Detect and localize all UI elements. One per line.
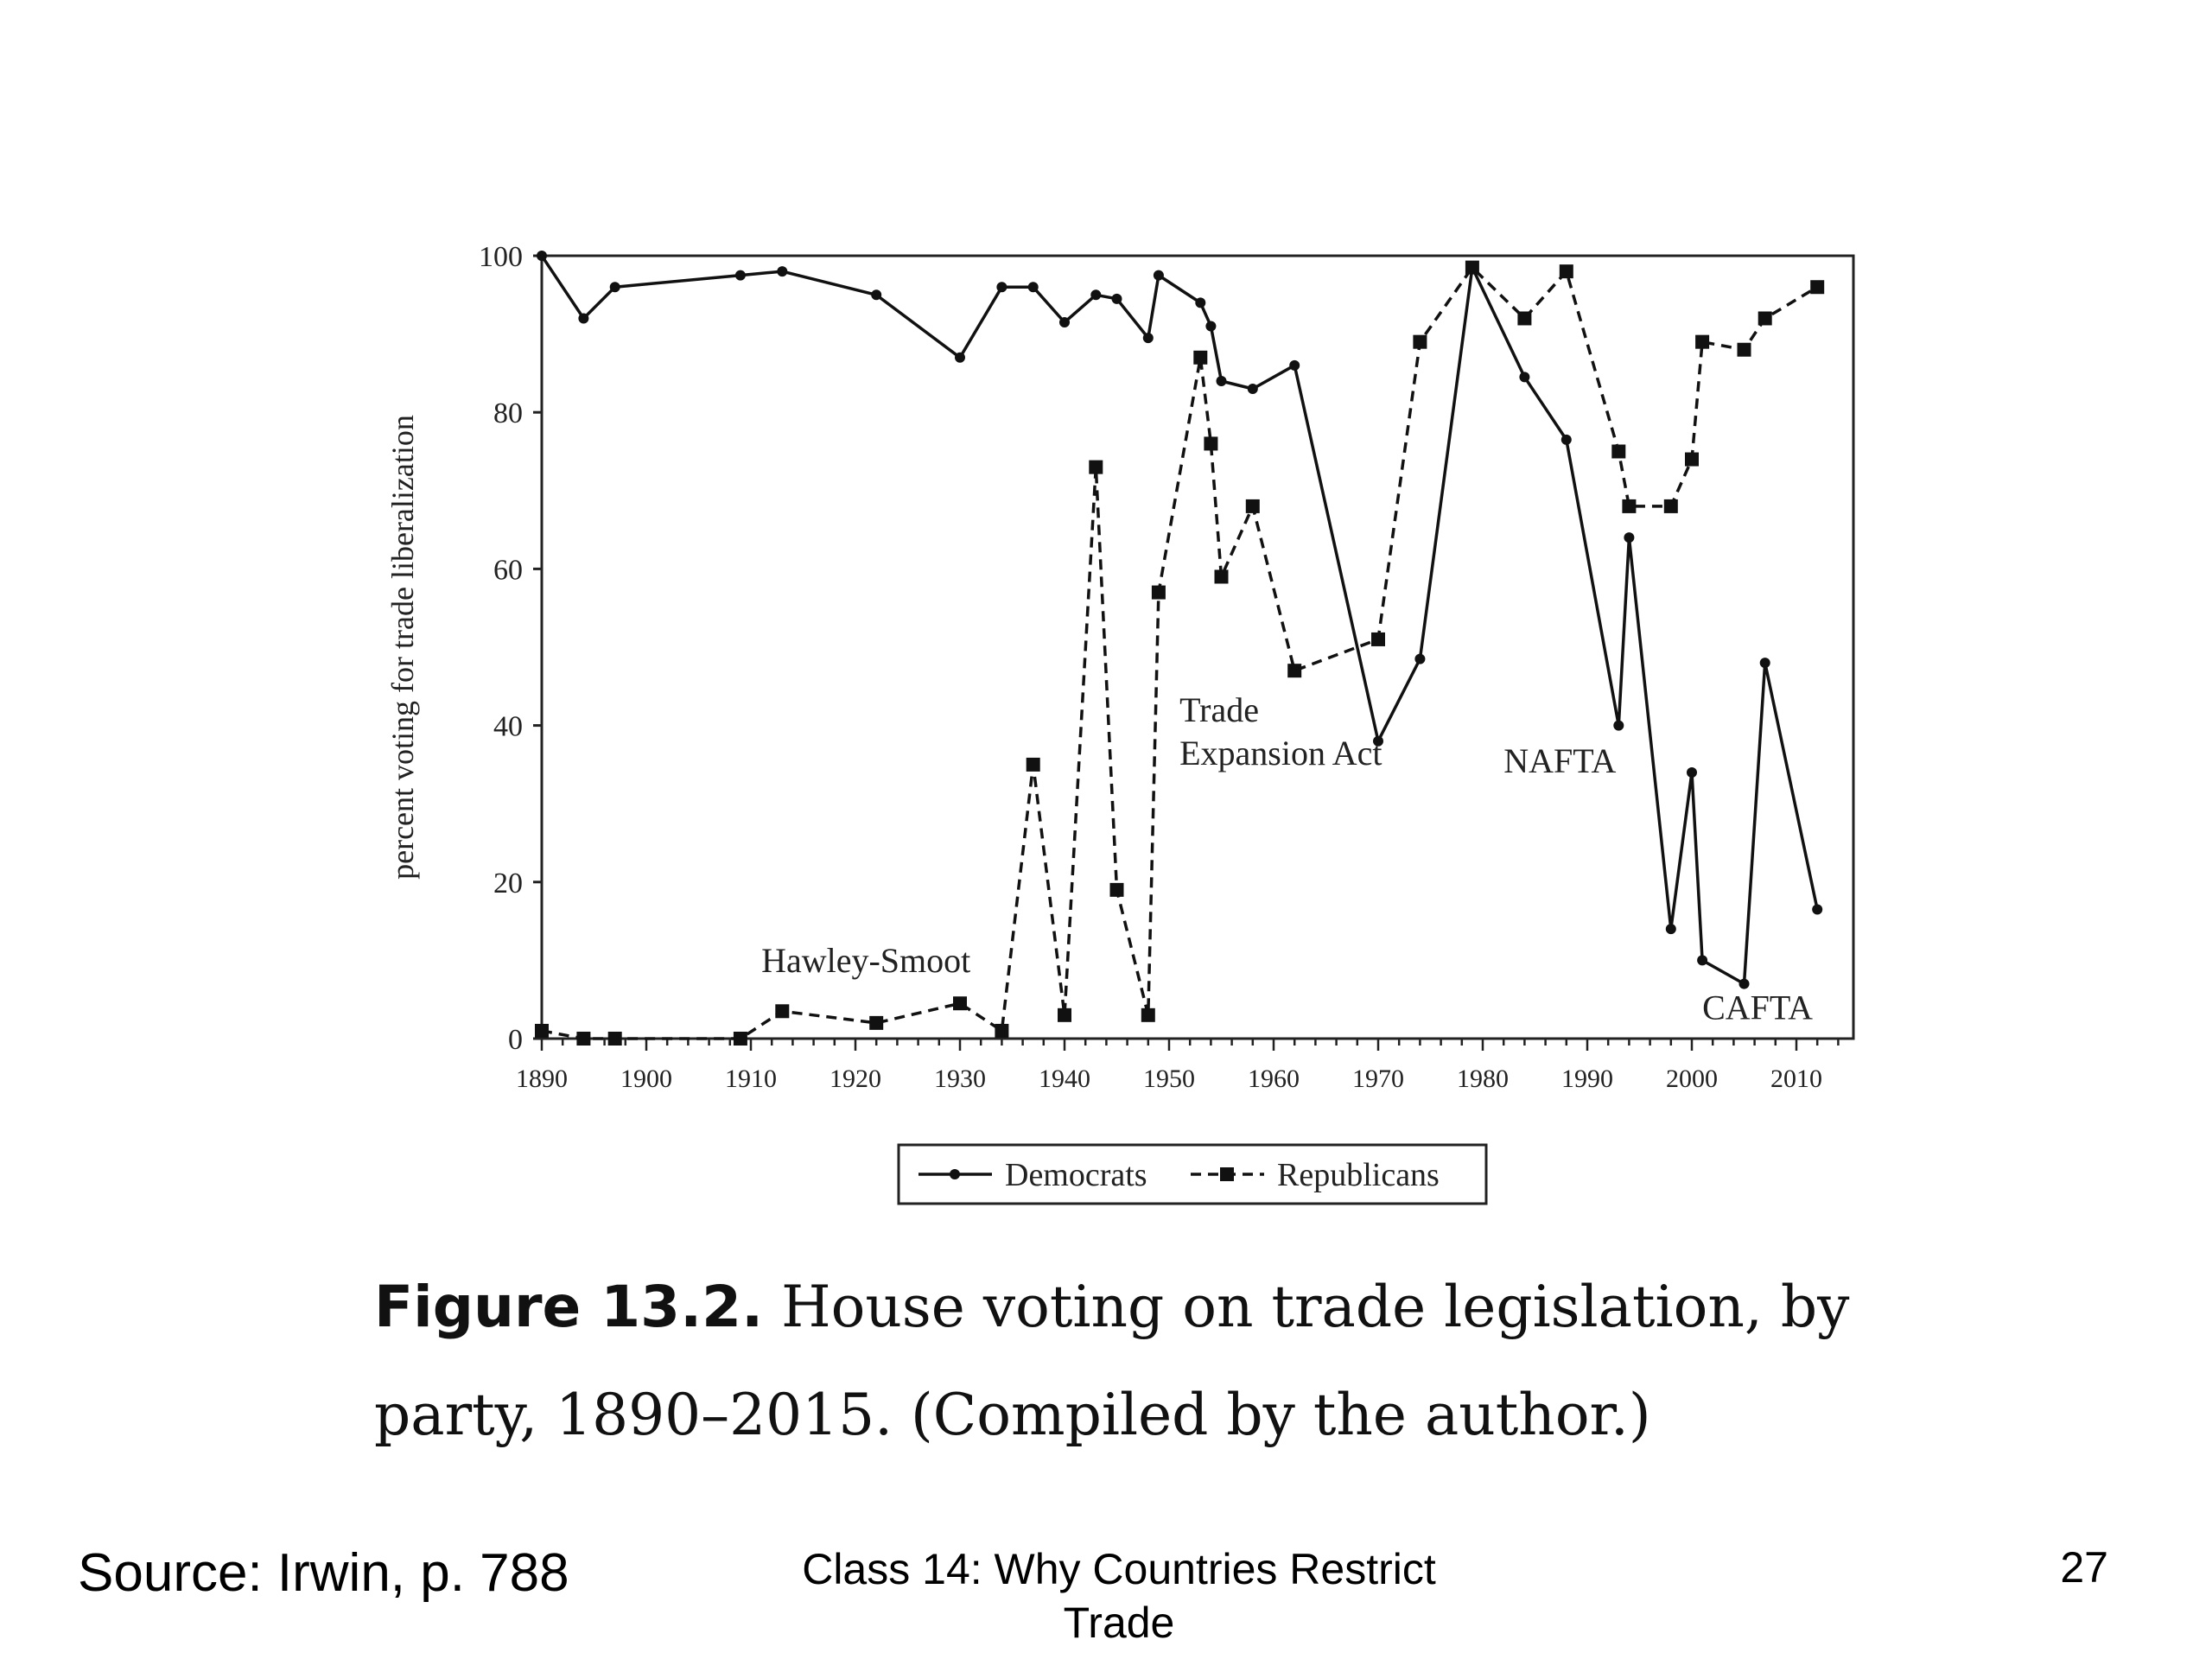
data-point-republicans <box>1758 311 1772 325</box>
x-tick-label: 2010 <box>1770 1065 1822 1093</box>
data-point-republicans <box>1287 664 1301 677</box>
caption-text-1: House voting on trade legislation, by <box>781 1274 1850 1340</box>
x-tick-label: 1980 <box>1457 1065 1509 1093</box>
data-point-democrats <box>1195 297 1205 308</box>
data-point-democrats <box>735 270 746 281</box>
data-point-republicans <box>1152 586 1166 600</box>
chart-annotation: Hawley-Smoot <box>761 940 971 980</box>
data-point-republicans <box>535 1024 549 1038</box>
y-axis-label: percent voting for trade liberalization <box>385 415 420 880</box>
caption-line-2: party, 1890–2015. (Compiled by the author.) <box>374 1382 1651 1448</box>
legend <box>899 1145 1486 1204</box>
y-tick-label: 60 <box>493 554 523 587</box>
y-tick-label: 100 <box>479 241 523 273</box>
data-point-republicans <box>1738 343 1751 357</box>
data-point-democrats <box>1613 721 1624 731</box>
data-point-republicans <box>995 1024 1008 1038</box>
footer-page-number: 27 <box>2060 1543 2108 1592</box>
y-tick-label: 80 <box>493 397 523 430</box>
data-point-democrats <box>1414 654 1425 664</box>
x-tick-label: 2000 <box>1666 1065 1718 1093</box>
x-tick-label: 1970 <box>1352 1065 1404 1093</box>
data-point-republicans <box>734 1032 747 1046</box>
data-point-republicans <box>1089 461 1103 474</box>
data-point-republicans <box>1465 261 1479 275</box>
x-tick-label: 1900 <box>620 1065 672 1093</box>
x-tick-label: 1910 <box>725 1065 777 1093</box>
data-point-republicans <box>1611 445 1625 459</box>
data-point-democrats <box>1687 767 1697 778</box>
data-point-republicans <box>953 996 967 1010</box>
data-point-democrats <box>1624 532 1634 543</box>
data-point-republicans <box>1204 436 1217 450</box>
data-point-republicans <box>1110 883 1124 897</box>
data-point-republicans <box>1193 351 1207 365</box>
data-point-democrats <box>1059 317 1070 327</box>
data-point-democrats <box>1289 360 1300 371</box>
data-point-republicans <box>576 1032 590 1046</box>
data-point-democrats <box>1519 372 1529 382</box>
data-point-democrats <box>871 289 881 300</box>
x-tick-label: 1930 <box>934 1065 986 1093</box>
data-point-democrats <box>1112 294 1122 304</box>
x-tick-label: 1950 <box>1143 1065 1195 1093</box>
x-tick-label: 1940 <box>1039 1065 1090 1093</box>
data-point-democrats <box>1812 905 1822 915</box>
data-point-democrats <box>996 282 1007 292</box>
data-point-democrats <box>955 353 965 363</box>
data-point-democrats <box>1090 289 1101 300</box>
x-tick-label: 1890 <box>516 1065 568 1093</box>
plot-frame <box>542 256 1853 1039</box>
data-point-republicans <box>1685 453 1699 467</box>
data-point-democrats <box>1697 955 1707 965</box>
footer-class-title <box>778 1542 1460 1649</box>
data-point-republicans <box>1246 499 1260 513</box>
footer-class-title-line2: Trade <box>1063 1599 1175 1647</box>
data-point-democrats <box>777 266 787 276</box>
data-point-republicans <box>1058 1008 1071 1022</box>
legend-republicans-marker <box>1220 1167 1234 1181</box>
chart-annotation: CAFTA <box>1702 988 1814 1027</box>
data-point-republicans <box>1517 311 1531 325</box>
data-point-republicans <box>775 1004 789 1018</box>
chart-annotation: Trade <box>1179 690 1259 730</box>
x-tick-label: 1920 <box>830 1065 881 1093</box>
data-point-democrats <box>1143 333 1154 343</box>
y-tick-label: 40 <box>493 710 523 743</box>
y-tick-label: 0 <box>508 1024 523 1056</box>
data-point-democrats <box>1561 435 1572 445</box>
footer-class-title-line1: Class 14: Why Countries Restrict <box>802 1545 1436 1593</box>
data-point-democrats <box>1217 376 1227 386</box>
y-tick-label: 20 <box>493 867 523 899</box>
series-line-democrats <box>542 256 1817 984</box>
data-point-republicans <box>1622 499 1636 513</box>
data-point-republicans <box>1413 335 1427 349</box>
data-point-republicans <box>1810 280 1824 294</box>
legend-republicans-label: Republicans <box>1277 1157 1440 1193</box>
data-point-democrats <box>610 282 620 292</box>
series-line-republicans <box>542 268 1817 1039</box>
data-point-republicans <box>1371 632 1385 646</box>
data-point-republicans <box>1141 1008 1155 1022</box>
data-point-republicans <box>1215 569 1229 583</box>
chart-annotation: NAFTA <box>1503 741 1617 780</box>
data-point-democrats <box>1248 384 1258 394</box>
data-point-democrats <box>578 313 588 323</box>
legend-democrats-marker <box>950 1169 960 1179</box>
data-point-republicans <box>1027 758 1040 772</box>
data-point-republicans <box>608 1032 622 1046</box>
figure-label: Figure 13.2. <box>374 1274 764 1340</box>
data-point-republicans <box>1695 335 1709 349</box>
caption-line-1 <box>374 1253 1929 1361</box>
chart-annotation: Expansion Act <box>1179 733 1382 772</box>
data-point-democrats <box>537 251 547 261</box>
legend-democrats-label: Democrats <box>1005 1157 1147 1193</box>
x-tick-label: 1960 <box>1248 1065 1300 1093</box>
data-point-democrats <box>1666 924 1676 934</box>
data-point-democrats <box>1154 270 1164 281</box>
footer-source: Source: Irwin, p. 788 <box>78 1543 569 1603</box>
data-point-republicans <box>1560 264 1573 278</box>
data-point-democrats <box>1205 321 1216 332</box>
x-tick-label: 1990 <box>1561 1065 1613 1093</box>
data-point-republicans <box>1664 499 1678 513</box>
figure-caption <box>374 1253 1929 1469</box>
data-point-democrats <box>1760 658 1770 668</box>
data-point-republicans <box>869 1016 883 1030</box>
data-point-democrats <box>1028 282 1039 292</box>
